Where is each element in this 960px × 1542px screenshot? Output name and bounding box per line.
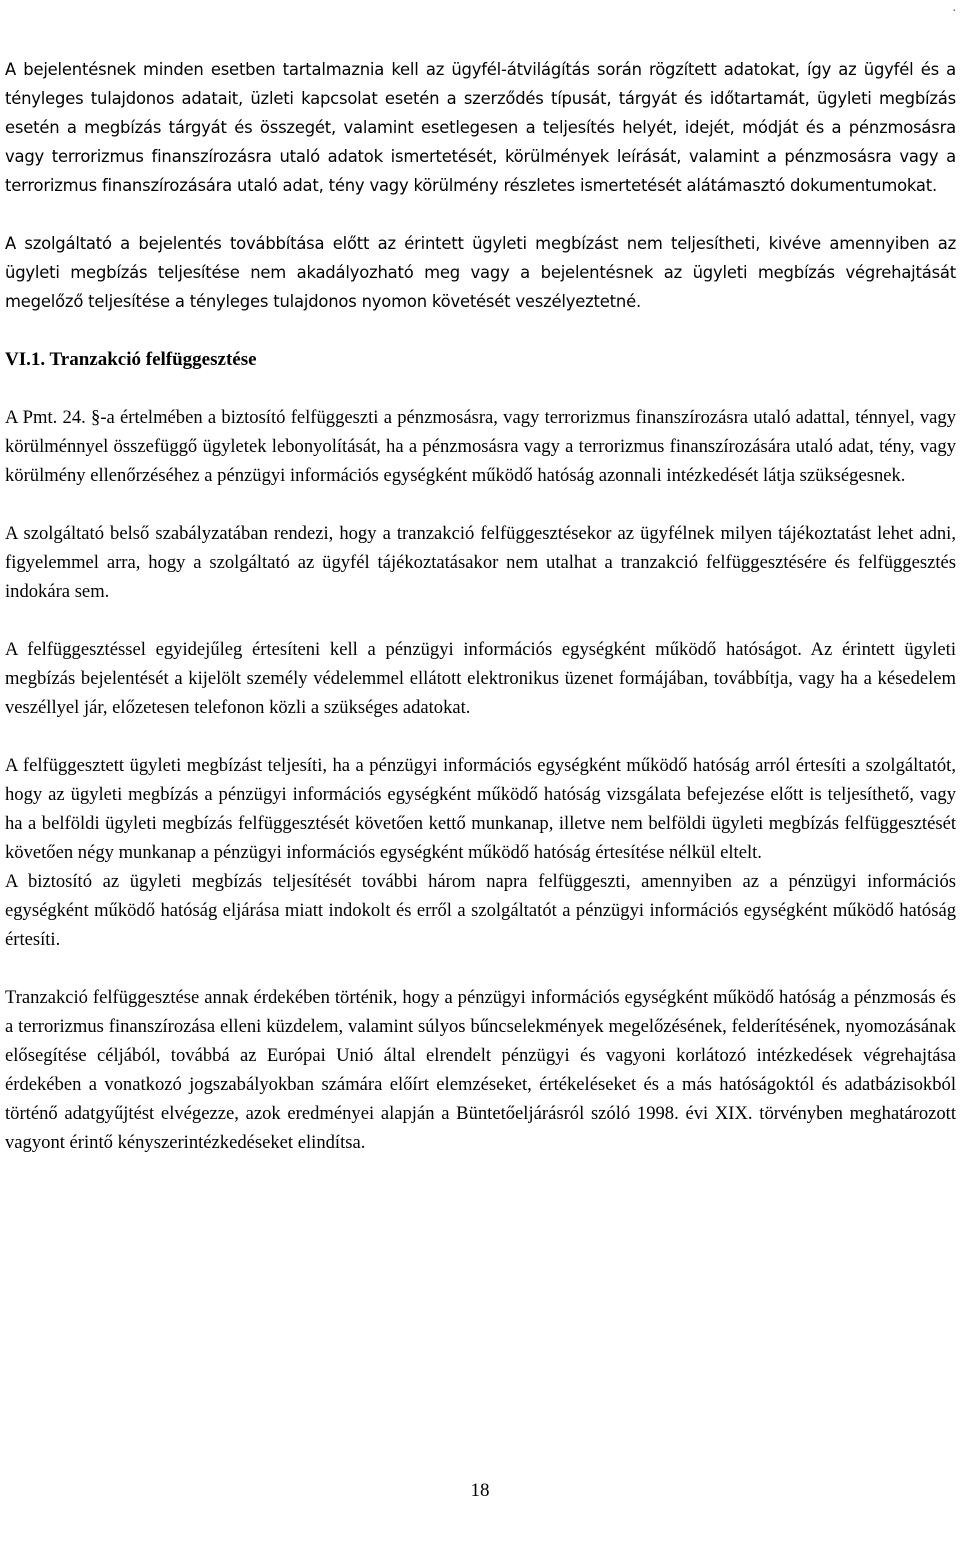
page-number: 18 (470, 1480, 490, 1501)
section-heading: VI.1. Tranzakció felfüggesztése (5, 349, 257, 370)
corner-mark: . (952, 0, 956, 15)
paragraph-purpose: Tranzakció felfüggesztése annak érdekében történik, hogy a pénzügyi információs egységként működő hatóság a pénzmosás és a terrorizmus finanszírozása elleni küzdelem, valamint súlyos bűncselekmények megelőzésének, felderítésének, nyomozásának elősegítése céljából, továbbá az Európai Unió által elrendelt pénzügyi és vagyoni korlátozó intézkedések végrehajtása érdekében a vonatkozó jogszabályokban számára előírt elemzéseket, értékeléseket és a más hatóságoktól és adatbázisokból történő adatgyűjtést elvégezze, azok eredményei alapján a Büntetőeljárásról szóló 1998. évi XIX. törvényben meghatározott vagyont érintő kényszerintézkedéseket elindítsa. (5, 987, 956, 1153)
document-page (5, 55, 956, 1157)
paragraph-completion-conditions: A felfüggesztett ügyleti megbízást teljesíti, ha a pénzügyi információs egységként működő hatóság arról értesíti a szolgáltatót, hogy az ügyleti megbízás a pénzügyi információs egységként működő hatóság vizsgálata befejezése előtt is teljesíthető, vagy ha a belföldi ügyleti megbízás felfüggesztését követően kettő munkanap, illetve nem belföldi ügyleti megbízás felfüggesztését követően négy munkanap a pénzügyi információs egységként működő hatóság értesítése nélkül eltelt. (5, 755, 956, 863)
paragraph-extension: A biztosító az ügyleti megbízás teljesítését további három napra felfüggeszti, amennyiben az a pénzügyi információs egységként működő hatóság eljárása miatt indokolt és erről a szolgáltatót a pénzügyi információs egységként működő hatóság értesíti. (5, 871, 956, 950)
paragraph-suspension-basis: A Pmt. 24. §-a értelmében a biztosító felfüggeszti a pénzmosásra, vagy terrorizmus finanszírozásra utaló adattal, ténnyel, vagy körülménnyel összefüggő ügyletek lebonyolítását, ha a pénzmosásra vagy a terrorizmus finanszírozására utaló adat, tény, vagy körülmény ellenőrzéséhez a pénzügyi információs egységként működő hatóság azonnali intézkedését látja szükségesnek. (5, 407, 956, 486)
paragraph-notification: A felfüggesztéssel egyidejűleg értesíteni kell a pénzügyi információs egységként működő hatóságot. Az érintett ügyleti megbízás bejelentését a kijelölt személy védelemmel ellátott elektronikus üzenet formájában, továbbítja, vagy ha a késedelem veszéllyel jár, előzetesen telefonon közli a szükséges adatokat. (5, 639, 956, 718)
paragraph-forwarding-rule: A szolgáltató a bejelentés továbbítása előtt az érintett ügyleti megbízást nem teljesítheti, kivéve amennyiben az ügyleti megbízás teljesítése nem akadályozható meg vagy a bejelentésnek az ügyleti megbízás végrehajtását megelőző teljesítése a tényleges tulajdonos nyomon követését veszélyeztetné. (5, 234, 956, 311)
paragraph-report-contents: A bejelentésnek minden esetben tartalmaznia kell az ügyfél-átvilágítás során rögzített adatokat, így az ügyfél és a tényleges tulajdonos adatait, üzleti kapcsolat esetén a szerződés típusát, tárgyát és időtartamát, ügyleti megbízás esetén a megbízás tárgyát és összegét, valamint esetlegesen a teljesítés helyét, idejét, módját és a pénzmosásra vagy terrorizmus finanszírozásra utaló adatok ismertetését, körülmények leírását, valamint a pénzmosásra vagy a terrorizmus finanszírozására utaló adat, tény vagy körülmény részletes ismertetését alátámasztó dokumentumokat. (5, 60, 956, 195)
paragraph-client-information: A szolgáltató belső szabályzatában rendezi, hogy a tranzakció felfüggesztésekor az ügyfélnek milyen tájékoztatást lehet adni, figyelemmel arra, hogy a szolgáltató az ügyfél tájékoztatásakor nem utalhat a tranzakció felfüggesztésére és felfüggesztés indokára sem. (5, 523, 956, 602)
